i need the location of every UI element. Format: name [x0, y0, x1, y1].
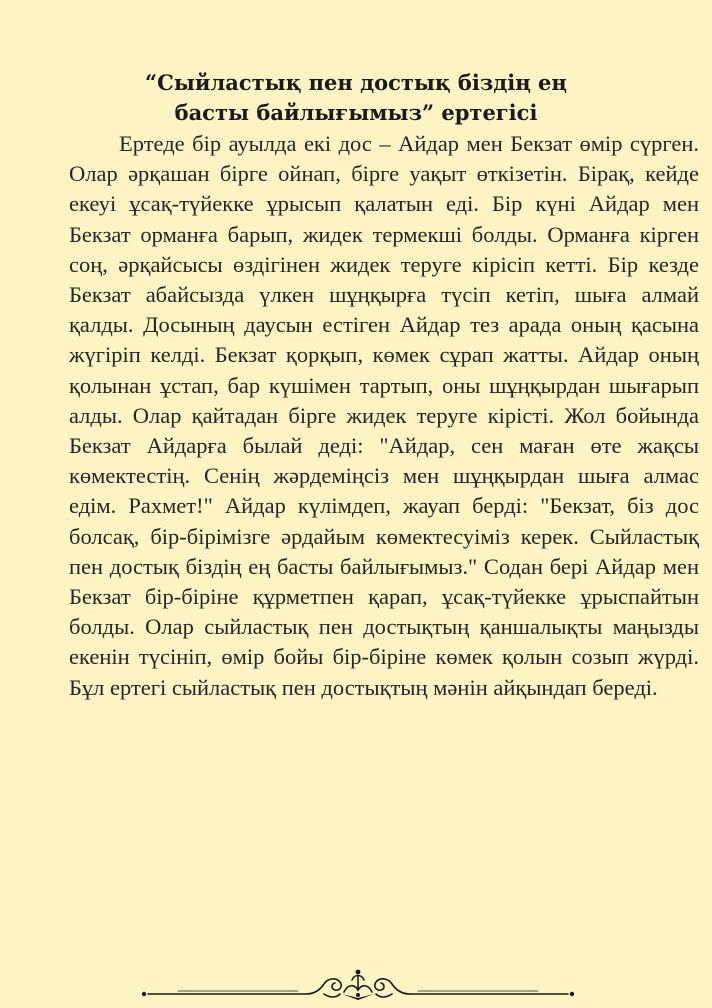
story-title: “Сыйластық пен достық біздің ең басты байлығымыз” ертегісі	[145, 70, 567, 125]
story-body: Ертеде бір ауылда екі дос – Айдар мен Бекзат өмір сүрген. Олар әрқашан бірге ойнап, бірге уақыт өткізетін. Бірақ, кейде екеуі ұсақ-түйекке ұрысып қалатын еді. Бір күні Айдар мен Бекзат орманға барып, жидек термекші болды. Орманға кірген соң, әрқайсысы өздігінен жидек теруге кірісіп кетті. Бір кезде Бекзат абайсызда үлкен шұңқырға түсіп кетіп, шыға алмай қалды. Досының даусын естіген Айдар тез арада оның қасына жүгіріп келді. Бекзат қорқып, көмек сұрап жатты. Айдар оның қолынан ұстап, бар күшімен тартып, оны шұңқырдан шығарып алды. Олар қайтадан бірге жидек теруге кірісті. Жол бойында Бекзат Айдарға былай деді: "Айдар, сен маған өте жақсы көмектестің. Сенің жәрдеміңсіз мен шұңқырдан шыға алмас едім. Рахмет!" Айдар күлімдеп, жауап берді: "Бекзат, біз дос болсақ, бір-бірімізге әрдайым көмектесуіміз керек. Сыйластық пен достық біздің ең басты байлығымыз." Содан бері Айдар мен Бекзат бір-біріне құрметпен қарап, ұсақ-түйекке ұрыспайтын болды. Олар сыйластық пен достықтың қаншалықты маңызды екенін түсініп, өмір бойы бір-біріне көмек қолын созып жүрді. Бұл ертегі сыйластық пен достықтың мәнін айқындап береді.	[69, 131, 699, 700]
scroll-flourish-divider-icon	[138, 962, 578, 1008]
